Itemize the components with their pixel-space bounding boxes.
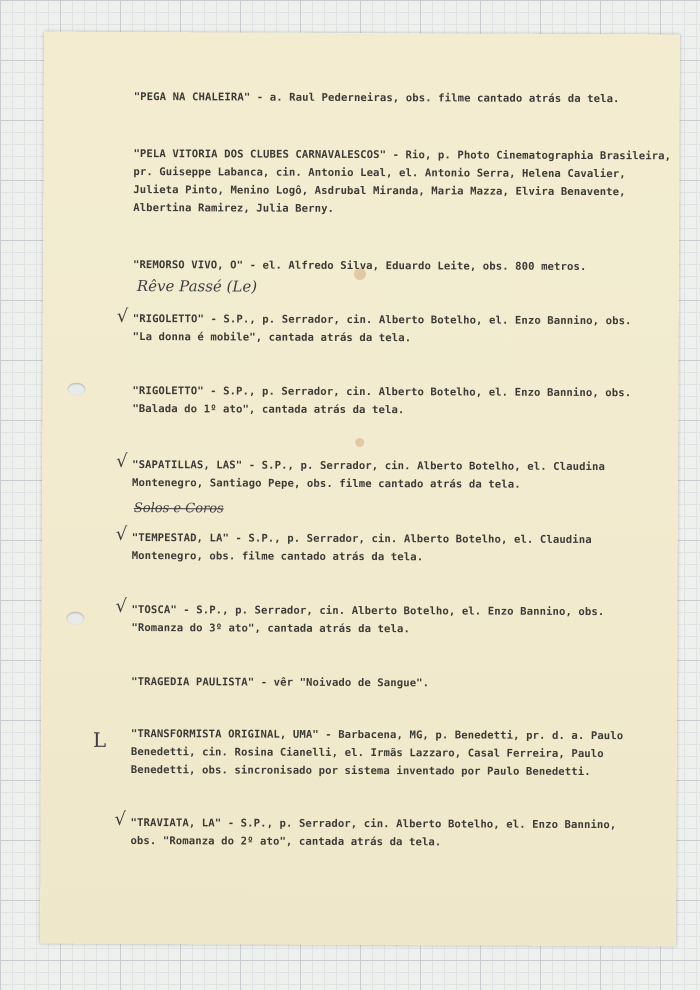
handwritten-note-solos-coros: Solos e Coros: [133, 501, 224, 517]
entry-line: obs. "Romanza do 2º ato", cantada atrás da tela.: [130, 835, 442, 849]
check-mark: √: [116, 305, 129, 327]
entry-traviata: [130, 814, 670, 852]
check-mark: √: [115, 523, 128, 545]
margin-mark: L: [92, 727, 107, 752]
entry-line: "TRANSFORMISTA ORIGINAL, UMA" - Barbacena, MG, p. Benedetti, pr. d. a. Paulo: [130, 728, 624, 743]
entry-line: Albertina Ramirez, Julia Berny.: [133, 202, 335, 215]
check-mark: √: [114, 808, 127, 830]
entry-line: Benedetti, cin. Rosina Cianelli, el. Irmãs Lazzaro, Casal Ferreira, Paulo: [130, 746, 604, 761]
entry-line: "Romanza do 3º ato", cantada atrás da tela.: [131, 622, 410, 636]
entry-remorso-vivo: [133, 256, 673, 276]
entry-line: Montenegro, Santiago Pepe, obs. filme cantado atrás da tela.: [131, 477, 521, 491]
document-sheet: [40, 32, 680, 947]
check-mark: √: [115, 595, 128, 617]
punch-hole: [67, 383, 85, 396]
entry-transformista: [131, 725, 671, 781]
entry-line: "TRAVIATA, LA" - S.P., p. Serrador, cin. Alberto Botelho, el. Enzo Bannino,: [130, 817, 617, 832]
entry-tosca: [131, 601, 671, 639]
entry-tragedia-paulista: [131, 673, 671, 693]
handwritten-note-reve-passe: Rêve Passé (Le): [136, 277, 258, 296]
entry-rigoletto-2: [132, 382, 672, 420]
entry-line: "TOSCA" - S.P., p. Serrador, cin. Alberto Botelho, el. Enzo Bannino, obs.: [131, 604, 605, 619]
entry-line: "REMORSO VIVO, O" - el. Alfredo Silva, Eduardo Leite, obs. 800 metros.: [132, 259, 587, 273]
entry-line: "TEMPESTAD, LA" - S.P., p. Serrador, cin. Alberto Botelho, el. Claudina: [131, 532, 592, 547]
entry-line: "PELA VITORIA DOS CLUBES CARNAVALESCOS" - Rio, p. Photo Cinematographia Brasileira,: [133, 148, 672, 163]
entry-pela-vitoria: [133, 145, 673, 219]
entry-line: "La donna é mobile", cantada atrás da tela.: [132, 331, 412, 345]
stain: [355, 438, 364, 447]
check-mark: √: [116, 450, 128, 472]
entry-line: "RIGOLETTO" - S.P., p. Serrador, cin. Alberto Botelho, el. Enzo Bannino, obs.: [132, 313, 632, 328]
entry-line: "SAPATILLAS, LAS" - S.P., p. Serrador, cin. Alberto Botelho, el. Claudina: [132, 459, 606, 474]
entry-line: "Balada do 1º ato", cantada atrás da tela.: [132, 403, 405, 417]
entry-rigoletto-1: [133, 310, 673, 348]
entry-line: "PEGA NA CHALEIRA" - a. Raul Pederneiras, obs. filme cantado atrás da tela.: [133, 91, 620, 106]
entry-pega-na-chaleira: [134, 88, 674, 108]
entry-line: Julieta Pinto, Menino Logô, Asdrubal Miranda, Maria Mazza, Elvira Benavente,: [133, 184, 626, 199]
entry-line: Montenegro, obs. filme cantado atrás da tela.: [131, 550, 424, 564]
entry-line: pr. Guiseppe Labanca, cin. Antonio Leal, el. Antonio Serra, Helena Cavalier,: [133, 166, 626, 181]
entry-line: Benedetti, obs. sincronisado por sistema inventado por Paulo Benedetti.: [130, 764, 591, 779]
entry-sapatillas: [132, 456, 672, 494]
entry-line: "RIGOLETTO" - S.P., p. Serrador, cin. Alberto Botelho, el. Enzo Bannino, obs.: [132, 385, 632, 400]
punch-hole: [66, 612, 84, 625]
entry-tempestad: [132, 529, 672, 567]
entry-line: "TRAGEDIA PAULISTA" - vêr "Noivado de Sangue".: [131, 676, 430, 690]
